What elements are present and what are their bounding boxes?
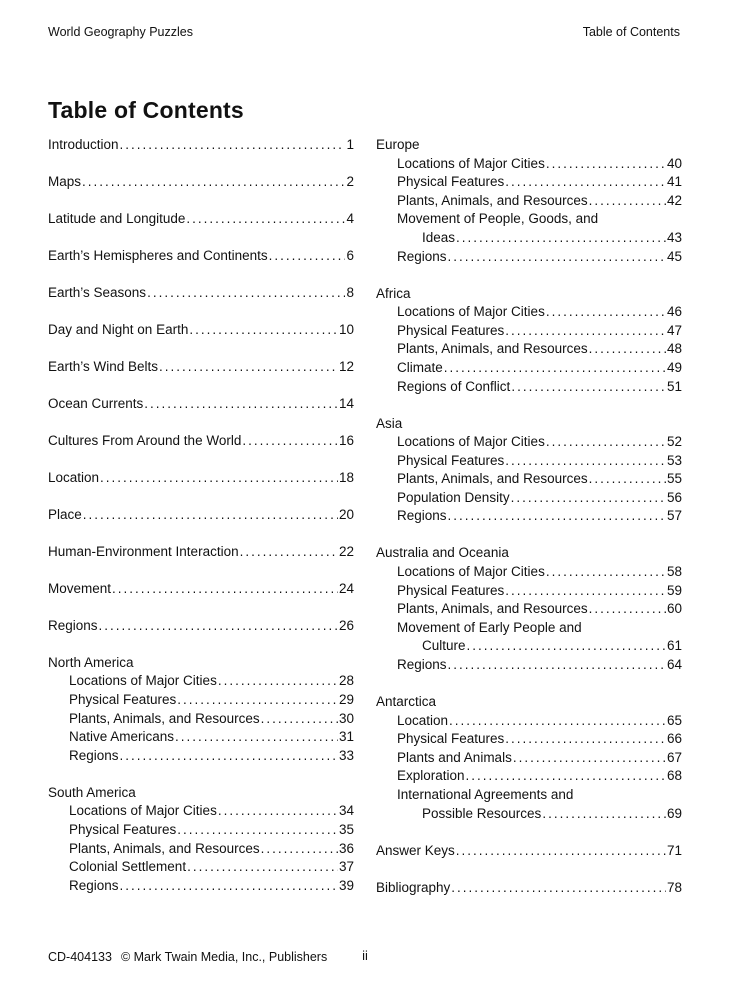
toc-entry-page: 20 [338, 506, 354, 522]
toc-entry-label: Regions [48, 617, 98, 633]
toc-subentry [376, 322, 682, 341]
dot-leader [444, 359, 666, 378]
dot-leader [546, 563, 666, 582]
dot-leader [159, 358, 338, 377]
toc-entry-label: Plants, Animals, and Resources [397, 341, 588, 357]
dot-leader [546, 155, 666, 174]
dot-leader [589, 600, 666, 619]
dot-leader [456, 842, 666, 861]
toc-entry-page: 69 [666, 805, 682, 821]
toc-entry-page: 28 [338, 673, 354, 689]
toc-subentry [48, 840, 354, 859]
toc-entry-page: 46 [666, 304, 682, 320]
toc-entry-page: 61 [666, 638, 682, 654]
dot-leader [456, 229, 666, 248]
dot-leader [505, 452, 666, 471]
toc-subentry [376, 192, 682, 211]
toc-entry [48, 358, 354, 377]
toc-subentry [48, 821, 354, 840]
toc-entry-page: 18 [338, 469, 354, 485]
toc-entry [376, 879, 682, 898]
toc-entry-page: 29 [338, 691, 354, 707]
toc-entry [48, 580, 354, 599]
toc-section-heading: Africa [376, 285, 411, 301]
toc-entry-page: 57 [666, 508, 682, 524]
toc-entry-page: 37 [338, 859, 354, 875]
toc-entry-page: 53 [666, 452, 682, 468]
toc-entry-page: 10 [338, 321, 354, 337]
toc-entry-page: 30 [338, 710, 354, 726]
toc-entry-page: 55 [666, 471, 682, 487]
toc-subentry [376, 359, 682, 378]
dot-leader [186, 210, 345, 229]
toc-entry-label: Locations of Major Cities [397, 564, 545, 580]
toc-entry-label: Physical Features [69, 821, 177, 837]
toc-entry-label: Regions [397, 657, 447, 673]
toc-entry-label: Regions [397, 248, 447, 264]
toc-subentry [48, 672, 354, 691]
toc-subentry-wrapped-line2 [376, 805, 682, 824]
dot-leader [218, 802, 338, 821]
dot-leader [505, 730, 666, 749]
dot-leader [100, 469, 338, 488]
dot-leader [448, 656, 666, 675]
folio-page-number: ii [362, 948, 368, 963]
dot-leader [449, 712, 666, 731]
toc-entry-label: Maps [48, 173, 82, 189]
toc-entry-page: 34 [338, 803, 354, 819]
toc-left-column [48, 136, 354, 916]
toc-subentry-wrapped-line2 [376, 637, 682, 656]
dot-leader [448, 248, 666, 267]
toc-subentry [376, 582, 682, 601]
toc-entry-label: Locations of Major Cities [397, 434, 545, 450]
toc-entry-label: Physical Features [69, 691, 177, 707]
toc-entry-label: Plants, Animals, and Resources [69, 710, 260, 726]
toc-entry-label: Exploration [397, 768, 465, 784]
toc-subentry [48, 877, 354, 896]
dot-leader [218, 672, 338, 691]
dot-leader [82, 173, 345, 192]
toc-section-heading: Asia [376, 415, 403, 431]
toc-entry-label: Plants, Animals, and Resources [397, 192, 588, 208]
toc-entry [376, 842, 682, 861]
dot-leader [269, 247, 346, 266]
toc-entry-page: 33 [338, 747, 354, 763]
toc-entry-label: Possible Resources [422, 805, 542, 821]
dot-leader [177, 821, 338, 840]
toc-entry [48, 543, 354, 562]
toc-entry-page: 14 [338, 395, 354, 411]
dot-leader [589, 340, 666, 359]
toc-section [48, 784, 354, 896]
toc-entry-label: Plants, Animals, and Resources [69, 840, 260, 856]
toc-entry-label: Ideas [422, 229, 456, 245]
toc-subentry [48, 691, 354, 710]
dot-leader [546, 433, 666, 452]
toc-entry [48, 432, 354, 451]
toc-section [376, 693, 682, 823]
toc-subentry [48, 710, 354, 729]
toc-entry-page: 12 [338, 358, 354, 374]
toc-section-heading: Antarctica [376, 694, 437, 709]
dot-leader [112, 580, 338, 599]
dot-leader [505, 173, 666, 192]
toc-entry-label: Plants and Animals [397, 749, 512, 765]
toc-entry-label: Earth’s Seasons [48, 284, 147, 300]
toc-entry-page: 43 [666, 229, 682, 245]
toc-subentry [376, 173, 682, 192]
toc-subentry [48, 858, 354, 877]
toc-entry-label: Physical Features [397, 174, 505, 190]
toc-entry [48, 284, 354, 303]
toc-entry-page: 68 [666, 768, 682, 784]
toc-entry-page: 35 [338, 821, 354, 837]
toc-subentry [376, 248, 682, 267]
toc-section [376, 285, 682, 397]
toc-subentry [376, 749, 682, 768]
toc-entry-label: Native Americans [69, 729, 175, 745]
toc-entry [48, 210, 354, 229]
toc-entry-page: 65 [666, 712, 682, 728]
dot-leader [511, 489, 666, 508]
dot-leader [505, 582, 666, 601]
toc-entry-label: Plants, Animals, and Resources [397, 601, 588, 617]
toc-entry-page: 6 [346, 247, 354, 263]
toc-entry-label: Physical Features [397, 582, 505, 598]
toc-entry-page: 45 [666, 248, 682, 264]
toc-entry-label: Physical Features [397, 452, 505, 468]
toc-section [48, 654, 354, 766]
toc-entry-label: Locations of Major Cities [69, 673, 217, 689]
toc-entry-page: 4 [346, 210, 354, 226]
dot-leader [589, 470, 666, 489]
toc-subentry [376, 433, 682, 452]
dot-leader [466, 767, 666, 786]
toc-entry-page: 42 [666, 192, 682, 208]
toc-entry-label: Colonial Settlement [69, 859, 187, 875]
toc-entry-label: Day and Night on Earth [48, 321, 189, 337]
dot-leader [144, 395, 338, 414]
toc-entry-label: Locations of Major Cities [397, 304, 545, 320]
toc-entry-label: Earth’s Hemispheres and Continents [48, 247, 268, 263]
toc-section-heading: Europe [376, 137, 420, 152]
toc-entry-label: Answer Keys [376, 842, 455, 858]
toc-entry-label: Population Density [397, 489, 510, 505]
toc-subentry [376, 730, 682, 749]
dot-leader [448, 507, 666, 526]
toc-entry-label: Latitude and Longitude [48, 210, 186, 226]
toc-entry-label: Cultures From Around the World [48, 432, 242, 448]
dot-leader [177, 691, 338, 710]
toc-subentry [48, 728, 354, 747]
toc-entry-label: Location [48, 469, 100, 485]
toc-subentry-wrapped-line1: International Agreements and [397, 786, 574, 802]
dot-leader [589, 192, 666, 211]
toc-section-heading: North America [48, 654, 134, 670]
running-header [48, 25, 680, 39]
dot-leader [189, 321, 338, 340]
toc-entry-page: 48 [666, 341, 682, 357]
toc-entry-page: 39 [338, 877, 354, 893]
toc-subentry [48, 802, 354, 821]
toc-entry-page: 60 [666, 601, 682, 617]
toc-subentry-wrapped-line1: Movement of People, Goods, and [397, 211, 599, 227]
running-header-right: Table of Contents [582, 25, 680, 39]
toc-section-heading: Australia and Oceania [376, 545, 509, 561]
dot-leader [261, 840, 338, 859]
toc-subentry [376, 340, 682, 359]
toc-entry-label: Introduction [48, 137, 119, 152]
toc-entry-label: Ocean Currents [48, 395, 144, 411]
toc-entry-page: 26 [338, 617, 354, 633]
toc-entry-label: Place [48, 506, 82, 522]
toc-subentry [376, 303, 682, 322]
toc-entry [48, 395, 354, 414]
toc-right-column [376, 136, 682, 916]
dot-leader [99, 617, 338, 636]
dot-leader [187, 858, 338, 877]
dot-leader [175, 728, 338, 747]
toc-entry [48, 469, 354, 488]
dot-leader [120, 747, 338, 766]
toc-entry-label: Locations of Major Cities [69, 803, 217, 819]
toc-entry-page: 36 [338, 840, 354, 856]
dot-leader [120, 877, 338, 896]
dot-leader [505, 322, 666, 341]
toc-entry-page: 2 [346, 173, 354, 189]
toc-entry-page: 56 [666, 489, 682, 505]
dot-leader [513, 749, 666, 768]
toc-section [376, 415, 682, 527]
toc-entry-label: Location [397, 712, 449, 728]
toc-entry [48, 506, 354, 525]
toc-entry-label: Climate [397, 359, 443, 375]
page-title: Table of Contents [48, 97, 244, 124]
toc-subentry [376, 470, 682, 489]
toc-entry [48, 173, 354, 192]
dot-leader [511, 378, 666, 397]
toc-entry-page: 41 [666, 174, 682, 190]
copyright-notice: © Mark Twain Media, Inc., Publishers [120, 950, 328, 964]
dot-leader [542, 805, 666, 824]
toc-entry-label: Culture [422, 638, 466, 654]
toc-entry-page: 64 [666, 657, 682, 673]
toc-entry-label: Human-Environment Interaction [48, 543, 239, 559]
toc-entry-page: 49 [666, 359, 682, 375]
toc-entry-label: Regions [69, 747, 119, 763]
toc-entry-label: Earth’s Wind Belts [48, 358, 159, 374]
toc-entry-label: Regions of Conflict [397, 378, 511, 394]
toc-subentry [48, 747, 354, 766]
dot-leader [467, 637, 666, 656]
toc-subentry [376, 489, 682, 508]
toc-entry-page: 78 [666, 879, 682, 895]
toc-subentry-wrapped-line2 [376, 229, 682, 248]
toc-entry-page: 67 [666, 749, 682, 765]
toc-entry [48, 247, 354, 266]
dot-leader [546, 303, 666, 322]
toc-subentry [376, 656, 682, 675]
running-header-left: World Geography Puzzles [48, 25, 193, 39]
toc-entry [48, 321, 354, 340]
toc-subentry [376, 563, 682, 582]
toc-entry-label: Regions [69, 877, 119, 893]
dot-leader [83, 506, 338, 525]
toc-entry-page: 51 [666, 378, 682, 394]
dot-leader [120, 136, 346, 155]
toc-entry-page: 22 [338, 543, 354, 559]
dot-leader [242, 432, 338, 451]
toc-entry-page: 52 [666, 434, 682, 450]
toc-entry [48, 136, 354, 155]
toc-subentry [376, 712, 682, 731]
toc-entry-label: Plants, Animals, and Resources [397, 471, 588, 487]
toc-subentry [376, 155, 682, 174]
product-code: CD-404133 [48, 950, 112, 964]
dot-leader [147, 284, 345, 303]
toc-entry-label: Movement [48, 580, 112, 596]
toc-entry-page: 24 [338, 580, 354, 596]
dot-leader [451, 879, 666, 898]
toc-columns [48, 136, 682, 916]
toc-entry [48, 617, 354, 636]
dot-leader [261, 710, 338, 729]
toc-entry-page: 66 [666, 731, 682, 747]
toc-subentry [376, 452, 682, 471]
toc-entry-page: 47 [666, 322, 682, 338]
toc-entry-page: 1 [346, 137, 354, 152]
toc-section [376, 136, 682, 266]
dot-leader [240, 543, 338, 562]
toc-entry-page: 40 [666, 155, 682, 171]
toc-section [376, 544, 682, 674]
toc-entry-label: Physical Features [397, 322, 505, 338]
toc-entry-page: 58 [666, 564, 682, 580]
toc-entry-label: Locations of Major Cities [397, 155, 545, 171]
toc-entry-page: 16 [338, 432, 354, 448]
toc-subentry [376, 767, 682, 786]
toc-entry-label: Bibliography [376, 879, 451, 895]
toc-subentry [376, 600, 682, 619]
toc-entry-page: 71 [666, 842, 682, 858]
toc-entry-page: 31 [338, 729, 354, 745]
toc-entry-label: Regions [397, 508, 447, 524]
toc-section-heading: South America [48, 784, 136, 800]
toc-entry-page: 59 [666, 582, 682, 598]
toc-subentry [376, 507, 682, 526]
toc-entry-page: 8 [346, 284, 354, 300]
toc-subentry [376, 378, 682, 397]
toc-subentry-wrapped-line1: Movement of Early People and [397, 619, 582, 635]
toc-entry-label: Physical Features [397, 731, 505, 747]
